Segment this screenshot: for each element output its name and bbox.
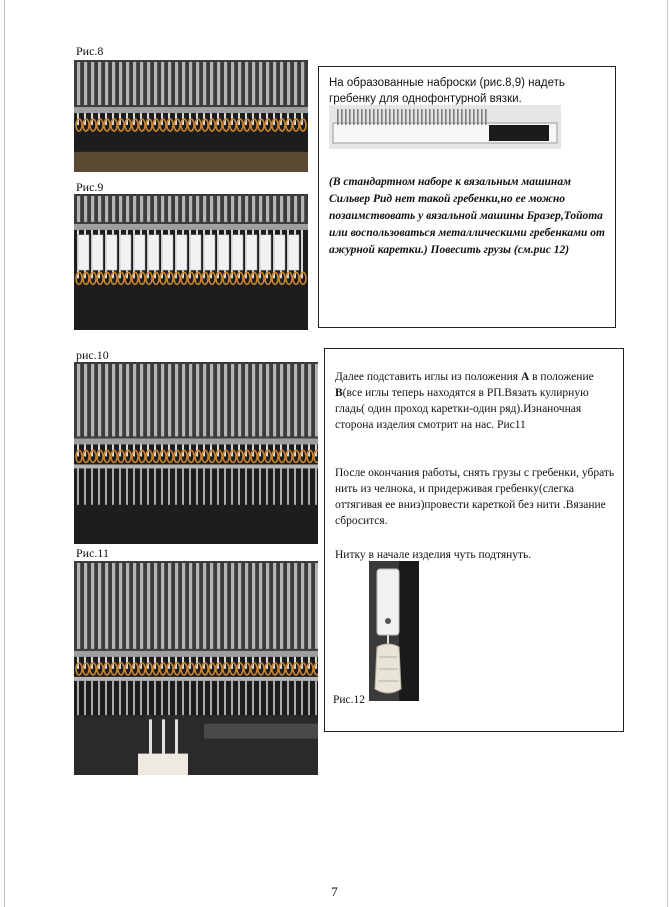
figure-8-photo xyxy=(74,60,308,172)
instruction-box-1 xyxy=(318,66,616,328)
paragraph-yarn: Нитку в начале изделия чуть подтянуть. xyxy=(335,549,532,561)
page-left-edge xyxy=(4,0,5,907)
figure-12-weight-photo xyxy=(369,561,419,701)
figure-12-caption: Рис.12 xyxy=(333,694,366,706)
page-number: 7 xyxy=(331,884,338,899)
single-bed-comb-photo xyxy=(329,105,561,149)
figure-8-caption: Рис.8 xyxy=(76,44,104,58)
comb-note: (В стандартном наборе к вязальным машинам Сильвер Рид нет такой гребенки,но ее можно позаимствовать у вязальной машины Бразер,Тойота или воспользоваться металлическими гребенками от ажурной каретки.) Повесить грузы (см.рис 12) xyxy=(329,176,605,256)
figure-9-caption: Рис.9 xyxy=(76,180,104,194)
paragraph-needles: Далее подставить иглы из положения А в положение В(все иглы теперь находятся в РП.Вязать кулирную гладь( один проход каретки-один ряд).Изнаночная сторона изделия смотрит на нас. Рис11 xyxy=(335,371,594,431)
figure-11-caption: Рис.11 xyxy=(76,546,109,560)
figure-10-caption: рис.10 xyxy=(76,348,109,362)
intro-text: На образованные наброски (рис.8,9) надеть гребенку для однофонтурной вязки. xyxy=(329,77,565,105)
figure-10-photo xyxy=(74,362,318,544)
instruction-box-2 xyxy=(324,348,624,732)
figure-9-photo xyxy=(74,194,308,330)
figure-11-photo xyxy=(74,561,318,775)
page-right-edge xyxy=(667,0,668,907)
paragraph-finish: После окончания работы, снять грузы с гребенки, убрать нить из челнока, и придерживая гребенку(слегка оттягивая ее вниз)провести кареткой без нити .Вязание сбросится. xyxy=(335,467,615,527)
